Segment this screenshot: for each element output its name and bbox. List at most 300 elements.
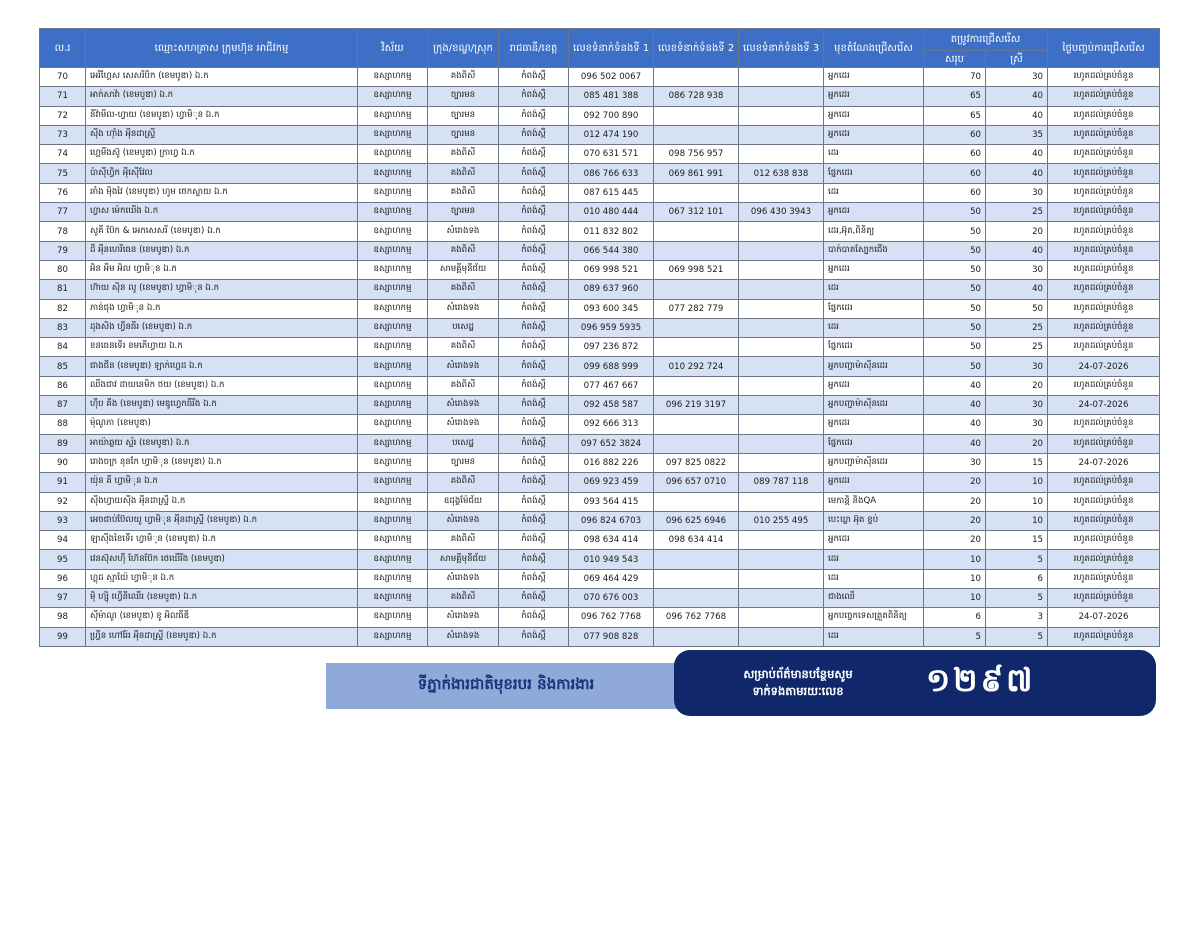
cell-no: 87 xyxy=(40,396,86,415)
cell-province: កំពង់ស្ពឺ xyxy=(499,164,569,183)
cell-province: កំពង់ស្ពឺ xyxy=(499,357,569,376)
cell-female: 30 xyxy=(986,183,1048,202)
cell-sector: ឧស្សាហកម្ម xyxy=(358,241,428,260)
table-row xyxy=(40,415,1160,434)
cell-female: 30 xyxy=(986,68,1048,87)
cell-phone1: 093 564 415 xyxy=(569,492,654,511)
cell-total: 20 xyxy=(924,531,986,550)
cell-company: នីវ៉ាមីល-ហ្វាយ (ខេមបូឌា) ហ្វាមិុន ឯ.ក xyxy=(86,106,358,125)
cell-company: ហ្វាស ម៉េកឃើង ឯ.ក xyxy=(86,203,358,222)
cell-phone1: 092 666 313 xyxy=(569,415,654,434)
table-row xyxy=(40,203,1160,222)
cell-sector: ឧស្សាហកម្ម xyxy=(358,87,428,106)
cell-position: ផ្នែកដេរ xyxy=(824,338,924,357)
table-row xyxy=(40,627,1160,646)
cell-total: 40 xyxy=(924,396,986,415)
cell-no: 76 xyxy=(40,183,86,202)
cell-province: កំពង់ស្ពឺ xyxy=(499,318,569,337)
cell-sector: ឧស្សាហកម្ម xyxy=(358,145,428,164)
cell-phone1: 099 688 999 xyxy=(569,357,654,376)
cell-phone1: 097 236 872 xyxy=(569,338,654,357)
cell-position: អ្នកបញ្ជាម៉ាស៊ីនដេរ xyxy=(824,396,924,415)
cell-no: 74 xyxy=(40,145,86,164)
table-row xyxy=(40,453,1160,472)
cell-position: អ្នកបញ្ជាម៉ាស៊ីនដេរ xyxy=(824,357,924,376)
cell-district: សំរោងទង xyxy=(428,569,499,588)
cell-sector: ឧស្សាហកម្ម xyxy=(358,280,428,299)
cell-no: 73 xyxy=(40,125,86,144)
cell-position: បាក់បាតស្បែកជើង xyxy=(824,241,924,260)
cell-company: ម៉ុណូភា (ខេមបូឌា) xyxy=(86,415,358,434)
cell-district: សំរោងទង xyxy=(428,299,499,318)
table-body xyxy=(40,68,1160,647)
cell-company: សុីងហ្វាយស៊ីង អុីនដាស្ទ្រី ឯ.ក xyxy=(86,492,358,511)
cell-province: កំពង់ស្ពឺ xyxy=(499,376,569,395)
cell-company: សុីង ហ៊ាំង អុីនដាស្ទ្រី xyxy=(86,125,358,144)
cell-position: ផ្នែកដេរ xyxy=(824,434,924,453)
cell-deadline: រហូតដល់គ្រប់ចំនួន xyxy=(1048,299,1160,318)
cell-deadline: រហូតដល់គ្រប់ចំនួន xyxy=(1048,318,1160,337)
cell-female: 3 xyxy=(986,608,1048,627)
cell-phone2: 069 998 521 xyxy=(654,260,739,279)
cell-deadline: 24-07-2026 xyxy=(1048,357,1160,376)
cell-no: 92 xyxy=(40,492,86,511)
cell-phone1: 012 474 190 xyxy=(569,125,654,144)
cell-phone2 xyxy=(654,589,739,608)
cell-district: គងពិសី xyxy=(428,531,499,550)
cell-no: 75 xyxy=(40,164,86,183)
cell-sector: ឧស្សាហកម្ម xyxy=(358,203,428,222)
cell-province: កំពង់ស្ពឺ xyxy=(499,241,569,260)
cell-female: 10 xyxy=(986,473,1048,492)
cell-province: កំពង់ស្ពឺ xyxy=(499,125,569,144)
cell-sector: ឧស្សាហកម្ម xyxy=(358,589,428,608)
cell-phone3 xyxy=(739,608,824,627)
cell-province: កំពង់ស្ពឺ xyxy=(499,511,569,530)
cell-total: 60 xyxy=(924,125,986,144)
cell-deadline: រហូតដល់គ្រប់ចំនួន xyxy=(1048,569,1160,588)
cell-phone1: 097 652 3824 xyxy=(569,434,654,453)
cell-phone3 xyxy=(739,183,824,202)
cell-phone2: 096 762 7768 xyxy=(654,608,739,627)
cell-total: 70 xyxy=(924,68,986,87)
cell-no: 79 xyxy=(40,241,86,260)
cell-sector: ឧស្សាហកម្ម xyxy=(358,318,428,337)
cell-phone2 xyxy=(654,222,739,241)
cell-phone2 xyxy=(654,415,739,434)
cell-company: ហ្គុដ ស្មាយ៉ែ ហ្វាមិុន ឯ.ក xyxy=(86,569,358,588)
header-demand: តម្រូវការជ្រើសរើស xyxy=(924,29,1048,51)
cell-company: ប៉ាសុីហ្វិក អុីស៊ើវែល xyxy=(86,164,358,183)
header-phone3: លេខទំនាក់ទំនងទី 3 xyxy=(739,29,824,68)
cell-position: បេះឃ្លា អ៊ុត ខ្ចប់ xyxy=(824,511,924,530)
cell-phone3 xyxy=(739,318,824,337)
cell-phone2: 067 312 101 xyxy=(654,203,739,222)
cell-no: 98 xyxy=(40,608,86,627)
cell-deadline: រហូតដល់គ្រប់ចំនួន xyxy=(1048,145,1160,164)
cell-sector: ឧស្សាហកម្ម xyxy=(358,106,428,125)
cell-no: 95 xyxy=(40,550,86,569)
cell-deadline: រហូតដល់គ្រប់ចំនួន xyxy=(1048,241,1160,260)
cell-no: 97 xyxy=(40,589,86,608)
cell-company: ម៉ិ ហ្ស៊ិ ហ្វើនីឈើរ (ខេមបូឌា) ឯ.ក xyxy=(86,589,358,608)
cell-phone2 xyxy=(654,318,739,337)
cell-deadline: រហូតដល់គ្រប់ចំនួន xyxy=(1048,531,1160,550)
cell-province: កំពង់ស្ពឺ xyxy=(499,531,569,550)
cell-district: គងពិសី xyxy=(428,338,499,357)
cell-province: កំពង់ស្ពឺ xyxy=(499,203,569,222)
cell-total: 50 xyxy=(924,338,986,357)
cell-deadline: រហូតដល់គ្រប់ចំនួន xyxy=(1048,222,1160,241)
cell-position: ដេរ xyxy=(824,145,924,164)
cell-no: 71 xyxy=(40,87,86,106)
cell-no: 70 xyxy=(40,68,86,87)
table-row xyxy=(40,68,1160,87)
cell-phone1: 096 824 6703 xyxy=(569,511,654,530)
cell-company: រោងចក្រ នុនកែ ហ្វាមិុន (ខេមបូឌា) ឯ.ក xyxy=(86,453,358,472)
cell-sector: ឧស្សាហកម្ម xyxy=(358,222,428,241)
cell-no: 84 xyxy=(40,338,86,357)
header-company: ឈ្មោះសហគ្រាស ក្រុមហ៊ុន អាជីវកម្ម xyxy=(86,29,358,68)
table-row xyxy=(40,396,1160,415)
cell-phone3 xyxy=(739,280,824,299)
cell-position: អ្នកដេរ xyxy=(824,415,924,434)
cell-district: គងពិសី xyxy=(428,183,499,202)
cell-deadline: រហូតដល់គ្រប់ចំនួន xyxy=(1048,68,1160,87)
cell-district: គងពិសី xyxy=(428,473,499,492)
cell-province: កំពង់ស្ពឺ xyxy=(499,550,569,569)
cell-province: កំពង់ស្ពឺ xyxy=(499,260,569,279)
cell-province: កំពង់ស្ពឺ xyxy=(499,434,569,453)
cell-phone2: 010 292 724 xyxy=(654,357,739,376)
cell-total: 5 xyxy=(924,627,986,646)
header-phone2: លេខទំនាក់ទំនងទី 2 xyxy=(654,29,739,68)
cell-female: 50 xyxy=(986,299,1048,318)
cell-district: បសេដ្ឋ xyxy=(428,318,499,337)
cell-phone3 xyxy=(739,531,824,550)
cell-phone2 xyxy=(654,106,739,125)
cell-district: គងពិសី xyxy=(428,280,499,299)
table-row xyxy=(40,241,1160,260)
cell-district: គងពិសី xyxy=(428,241,499,260)
cell-phone1: 077 467 667 xyxy=(569,376,654,395)
cell-phone2 xyxy=(654,280,739,299)
cell-phone3 xyxy=(739,589,824,608)
table-row xyxy=(40,492,1160,511)
cell-position: ដេរ xyxy=(824,550,924,569)
agency-name: ទីភ្នាក់ងារជាតិមុខរបរ និងការងារ xyxy=(417,675,595,693)
cell-district: ច្បារមន xyxy=(428,106,499,125)
job-vacancy-table xyxy=(39,28,1160,647)
table-row xyxy=(40,125,1160,144)
cell-position: ផ្នែកដេរ xyxy=(824,164,924,183)
cell-phone3: 012 638 838 xyxy=(739,164,824,183)
header-female: ស្រី xyxy=(986,51,1048,68)
cell-position: អ្នកដេរ xyxy=(824,531,924,550)
cell-district: សំរោងទង xyxy=(428,357,499,376)
cell-province: កំពង់ស្ពឺ xyxy=(499,608,569,627)
cell-phone1: 070 676 003 xyxy=(569,589,654,608)
table-row xyxy=(40,608,1160,627)
table-row xyxy=(40,299,1160,318)
table-row xyxy=(40,550,1160,569)
cell-province: កំពង់ស្ពឺ xyxy=(499,453,569,472)
cell-total: 50 xyxy=(924,203,986,222)
cell-company: ឡាស៊ីងខៃទើរ ហ្វាមិុន (ខេមបូឌា) ឯ.ក xyxy=(86,531,358,550)
cell-total: 65 xyxy=(924,106,986,125)
cell-phone3 xyxy=(739,125,824,144)
cell-phone2: 097 825 0822 xyxy=(654,453,739,472)
header-deadline: ថ្ងៃបញ្ចប់ការជ្រើសរើស xyxy=(1048,29,1160,68)
cell-position: ដេរ,អ៊ុត,ពិនិត្យ xyxy=(824,222,924,241)
cell-total: 40 xyxy=(924,434,986,453)
cell-female: 30 xyxy=(986,357,1048,376)
cell-phone3 xyxy=(739,222,824,241)
cell-no: 85 xyxy=(40,357,86,376)
cell-phone1: 069 998 521 xyxy=(569,260,654,279)
table-row xyxy=(40,222,1160,241)
cell-female: 40 xyxy=(986,106,1048,125)
cell-phone3: 096 430 3943 xyxy=(739,203,824,222)
cell-sector: ឧស្សាហកម្ម xyxy=(358,357,428,376)
cell-company: ខនធេនទើរ ខមភើហ្វាយ ឯ.ក xyxy=(86,338,358,357)
cell-phone2 xyxy=(654,125,739,144)
cell-phone1: 066 544 380 xyxy=(569,241,654,260)
cell-phone2: 096 625 6946 xyxy=(654,511,739,530)
cell-sector: ឧស្សាហកម្ម xyxy=(358,376,428,395)
cell-phone3: 010 255 495 xyxy=(739,511,824,530)
cell-district: ឧដុង្គម៉ែជ័យ xyxy=(428,492,499,511)
table-row xyxy=(40,164,1160,183)
cell-company: សូគី ប៊ែក & អេកសេសរី (ខេមបូឌា) ឯ.ក xyxy=(86,222,358,241)
cell-position: អ្នកដេរ xyxy=(824,260,924,279)
cell-female: 20 xyxy=(986,434,1048,453)
cell-phone3 xyxy=(739,415,824,434)
cell-phone2 xyxy=(654,68,739,87)
cell-deadline: រហូតដល់គ្រប់ចំនួន xyxy=(1048,106,1160,125)
cell-deadline: រហូតដល់គ្រប់ចំនួន xyxy=(1048,550,1160,569)
cell-phone1: 010 480 444 xyxy=(569,203,654,222)
cell-phone1: 069 923 459 xyxy=(569,473,654,492)
cell-phone3 xyxy=(739,106,824,125)
cell-phone1: 096 502 0067 xyxy=(569,68,654,87)
cell-phone3 xyxy=(739,569,824,588)
cell-female: 6 xyxy=(986,569,1048,588)
cell-company: ហ្រ្វីន ហៅរ៉ែរ អុីនដាស្ទ្រី (ខេមបូឌា) ឯ.ក xyxy=(86,627,358,646)
cell-female: 5 xyxy=(986,589,1048,608)
cell-phone3 xyxy=(739,396,824,415)
cell-phone2 xyxy=(654,627,739,646)
cell-phone2: 098 756 957 xyxy=(654,145,739,164)
cell-total: 50 xyxy=(924,241,986,260)
cell-phone1: 086 766 633 xyxy=(569,164,654,183)
cell-position: ដេរ xyxy=(824,627,924,646)
cell-deadline: រហូតដល់គ្រប់ចំនួន xyxy=(1048,125,1160,144)
cell-sector: ឧស្សាហកម្ម xyxy=(358,183,428,202)
header-position: មុខតំណែងជ្រើសរើស xyxy=(824,29,924,68)
cell-phone1: 087 615 445 xyxy=(569,183,654,202)
cell-phone1: 077 908 828 xyxy=(569,627,654,646)
hotline-banner xyxy=(674,650,1156,716)
table-row xyxy=(40,87,1160,106)
table-row xyxy=(40,511,1160,530)
cell-district: ច្បារមន xyxy=(428,87,499,106)
cell-phone1: 016 882 226 xyxy=(569,453,654,472)
cell-company: អេចជាប់ប៊ែលយូ ហ្វាមិុន អុីនដាស្ទ្រី (ខេមបូឌា) ឯ.ក xyxy=(86,511,358,530)
cell-phone1: 096 959 5935 xyxy=(569,318,654,337)
cell-deadline: រហូតដល់គ្រប់ចំនួន xyxy=(1048,415,1160,434)
cell-female: 35 xyxy=(986,125,1048,144)
cell-district: សំរោងទង xyxy=(428,511,499,530)
cell-total: 60 xyxy=(924,164,986,183)
cell-province: កំពង់ស្ពឺ xyxy=(499,87,569,106)
cell-deadline: រហូតដល់គ្រប់ចំនួន xyxy=(1048,280,1160,299)
table-row xyxy=(40,260,1160,279)
cell-female: 15 xyxy=(986,531,1048,550)
cell-female: 5 xyxy=(986,627,1048,646)
cell-phone1: 010 949 543 xyxy=(569,550,654,569)
cell-phone1: 098 634 414 xyxy=(569,531,654,550)
cell-position: ដេរ xyxy=(824,280,924,299)
table-row xyxy=(40,338,1160,357)
cell-deadline: រហូតដល់គ្រប់ចំនួន xyxy=(1048,511,1160,530)
cell-no: 91 xyxy=(40,473,86,492)
cell-total: 20 xyxy=(924,511,986,530)
table-row xyxy=(40,569,1160,588)
cell-district: ច្បារមន xyxy=(428,453,499,472)
cell-position: អ្នកដេរ xyxy=(824,473,924,492)
cell-total: 30 xyxy=(924,453,986,472)
cell-sector: ឧស្សាហកម្ម xyxy=(358,434,428,453)
cell-deadline: រហូតដល់គ្រប់ចំនួន xyxy=(1048,164,1160,183)
cell-district: គងពិសី xyxy=(428,68,499,87)
cell-phone3 xyxy=(739,260,824,279)
cell-female: 15 xyxy=(986,453,1048,472)
cell-position: អ្នកដេរ xyxy=(824,68,924,87)
hotline-caption-line1: សម្រាប់ព័ត៌មានបន្ថែមសូម xyxy=(743,667,853,681)
cell-district: សាមគ្គីមុនីជ័យ xyxy=(428,260,499,279)
table-row xyxy=(40,473,1160,492)
table-row xyxy=(40,531,1160,550)
cell-sector: ឧស្សាហកម្ម xyxy=(358,627,428,646)
cell-no: 93 xyxy=(40,511,86,530)
cell-total: 50 xyxy=(924,357,986,376)
cell-female: 30 xyxy=(986,396,1048,415)
cell-phone3 xyxy=(739,453,824,472)
table-row xyxy=(40,106,1160,125)
cell-position: អ្នកដេរ xyxy=(824,87,924,106)
cell-female: 10 xyxy=(986,492,1048,511)
cell-total: 60 xyxy=(924,183,986,202)
cell-sector: ឧស្សាហកម្ម xyxy=(358,164,428,183)
table-row xyxy=(40,376,1160,395)
hotline-caption xyxy=(718,666,878,700)
cell-province: កំពង់ស្ពឺ xyxy=(499,569,569,588)
table-row xyxy=(40,589,1160,608)
cell-deadline: 24-07-2026 xyxy=(1048,453,1160,472)
cell-deadline: រហូតដល់គ្រប់ចំនួន xyxy=(1048,473,1160,492)
cell-phone1: 069 464 429 xyxy=(569,569,654,588)
table-row xyxy=(40,318,1160,337)
cell-company: ហ៊ីប គីង (ខេមបូឌា) មេឌូហ្វេកធីរីង ឯ.ក xyxy=(86,396,358,415)
cell-no: 94 xyxy=(40,531,86,550)
cell-total: 50 xyxy=(924,299,986,318)
cell-province: កំពង់ស្ពឺ xyxy=(499,415,569,434)
cell-sector: ឧស្សាហកម្ម xyxy=(358,338,428,357)
cell-phone1: 092 458 587 xyxy=(569,396,654,415)
cell-phone2 xyxy=(654,338,739,357)
cell-position: អ្នកបច្ចេកទេសត្រួតពិនិត្យ xyxy=(824,608,924,627)
cell-province: កំពង់ស្ពឺ xyxy=(499,492,569,511)
cell-phone3: 089 787 118 xyxy=(739,473,824,492)
cell-female: 25 xyxy=(986,318,1048,337)
cell-female: 25 xyxy=(986,203,1048,222)
cell-sector: ឧស្សាហកម្ម xyxy=(358,569,428,588)
cell-phone1: 096 762 7768 xyxy=(569,608,654,627)
cell-no: 89 xyxy=(40,434,86,453)
cell-total: 50 xyxy=(924,280,986,299)
cell-position: អ្នកដេរ xyxy=(824,203,924,222)
cell-position: អ្នកដេរ xyxy=(824,125,924,144)
table-row xyxy=(40,183,1160,202)
cell-total: 40 xyxy=(924,415,986,434)
header-province: រាជធានី/ខេត្ត xyxy=(499,29,569,68)
cell-company: ហ្គេមីងស៊ូ (ខេមបូឌា) ក្រាហ្វ ឯ.ក xyxy=(86,145,358,164)
cell-phone1: 011 832 802 xyxy=(569,222,654,241)
cell-phone2: 086 728 938 xyxy=(654,87,739,106)
cell-total: 10 xyxy=(924,550,986,569)
cell-total: 20 xyxy=(924,492,986,511)
cell-phone1: 085 481 388 xyxy=(569,87,654,106)
cell-district: សំរោងទង xyxy=(428,627,499,646)
cell-female: 40 xyxy=(986,164,1048,183)
cell-phone3 xyxy=(739,550,824,569)
hotline-caption-line2: ទាក់ទងតាមរយៈលេខ xyxy=(752,684,844,698)
cell-phone3 xyxy=(739,145,824,164)
agency-banner xyxy=(326,663,686,709)
cell-district: បសេដ្ឋ xyxy=(428,434,499,453)
cell-province: កំពង់ស្ពឺ xyxy=(499,280,569,299)
cell-female: 10 xyxy=(986,511,1048,530)
cell-phone3 xyxy=(739,338,824,357)
cell-sector: ឧស្សាហកម្ម xyxy=(358,260,428,279)
cell-sector: ឧស្សាហកម្ម xyxy=(358,608,428,627)
header-no: ល.រ xyxy=(40,29,86,68)
cell-no: 86 xyxy=(40,376,86,395)
cell-total: 60 xyxy=(924,145,986,164)
cell-sector: ឧស្សាហកម្ម xyxy=(358,396,428,415)
cell-province: កំពង់ស្ពឺ xyxy=(499,627,569,646)
cell-province: កំពង់ស្ពឺ xyxy=(499,473,569,492)
table-row xyxy=(40,280,1160,299)
header-phone1: លេខទំនាក់ទំនងទី 1 xyxy=(569,29,654,68)
cell-province: កំពង់ស្ពឺ xyxy=(499,183,569,202)
cell-district: គងពិសី xyxy=(428,589,499,608)
cell-no: 80 xyxy=(40,260,86,279)
cell-province: កំពង់ស្ពឺ xyxy=(499,299,569,318)
cell-phone2: 098 634 414 xyxy=(654,531,739,550)
cell-female: 40 xyxy=(986,87,1048,106)
cell-no: 81 xyxy=(40,280,86,299)
cell-sector: ឧស្សាហកម្ម xyxy=(358,492,428,511)
cell-district: ច្បារមន xyxy=(428,125,499,144)
cell-phone1: 093 600 345 xyxy=(569,299,654,318)
cell-phone3 xyxy=(739,357,824,376)
cell-deadline: រហូតដល់គ្រប់ចំនួន xyxy=(1048,338,1160,357)
cell-company: អាក់សាវ៉ា (ខេមបូឌា) ឯ.ក xyxy=(86,87,358,106)
cell-province: កំពង់ស្ពឺ xyxy=(499,338,569,357)
cell-total: 20 xyxy=(924,473,986,492)
